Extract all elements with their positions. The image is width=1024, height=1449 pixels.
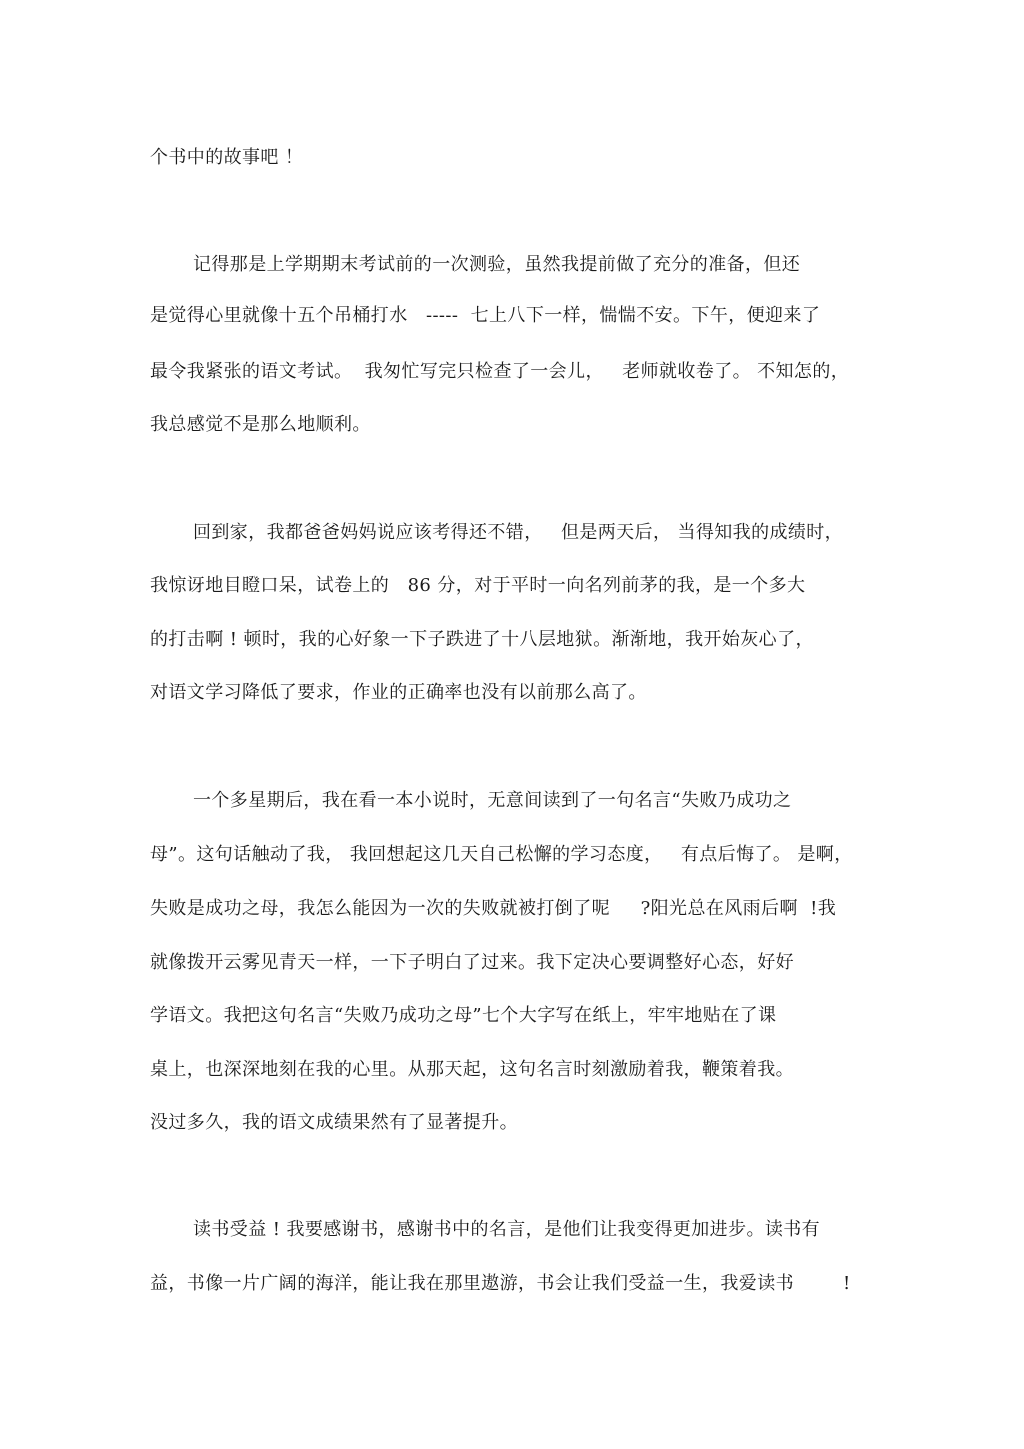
paragraph-3-line: 一个多星期后，我在看一本小说时，无意间读到了一句名言“失败乃成功之 [193,790,792,811]
paragraph-3-line: 学语文。我把这句名言“失败乃成功之母”七个大字写在纸上，牢牢地贴在了课 [150,1005,777,1026]
paragraph-4-line: 益，书像一片广阔的海洋，能让我在那里遨游，书会让我们受益一生，我爱读书 ! [150,1273,851,1294]
paragraph-2-line: 对语文学习降低了要求，作业的正确率也没有以前那么高了。 [150,682,647,703]
paragraph-1-line: 记得那是上学期期末考试前的一次测验，虽然我提前做了充分的准备，但还 [193,254,801,275]
paragraph-1-line: 我总感觉不是那么地顺利。 [150,414,371,435]
paragraph-4-line: 读书受益 ! 我要感谢书，感谢书中的名言，是他们让我变得更加进步。读书有 [193,1219,821,1240]
text-line: 个书中的故事吧 ！ [150,147,304,168]
paragraph-1-line: 是觉得心里就像十五个吊桶打水 ----- 七上八下一样，惴惴不安。下午，便迎来了 [150,305,821,326]
paragraph-3-line: 母”。这句话触动了我， 我回想起这几天自己松懈的学习态度， 有点后悔了。 是啊， [150,844,853,865]
paragraph-2-line: 回到家，我都爸爸妈妈说应该考得还不错， 但是两天后， 当得知我的成绩时， [193,522,844,543]
paragraph-3-line: 就像拨开云雾见青天一样，一下子明白了过来。我下定决心要调整好心态，好好 [150,952,794,973]
paragraph-3-line: 桌上，也深深地刻在我的心里。从那天起，这句名言时刻激励着我，鞭策着我。 [150,1059,794,1080]
paragraph-2-line: 我惊讶地目瞪口呆，试卷上的 86 分，对于平时一向名列前茅的我，是一个多大 [150,575,806,596]
paragraph-3-line: 没过多久，我的语文成绩果然有了显著提升。 [150,1112,518,1133]
paragraph-3-line: 失败是成功之母，我怎么能因为一次的失败就被打倒了呢 ?阳光总在风雨后啊 !我 [150,898,837,919]
paragraph-2-line: 的打击啊 ! 顿时，我的心好象一下子跌进了十八层地狱。渐渐地，我开始灰心了， [150,629,814,650]
paragraph-1-line: 最令我紧张的语文考试。 我匆忙写完只检查了一会儿， 老师就收卷了。 不知怎的， [150,361,850,382]
